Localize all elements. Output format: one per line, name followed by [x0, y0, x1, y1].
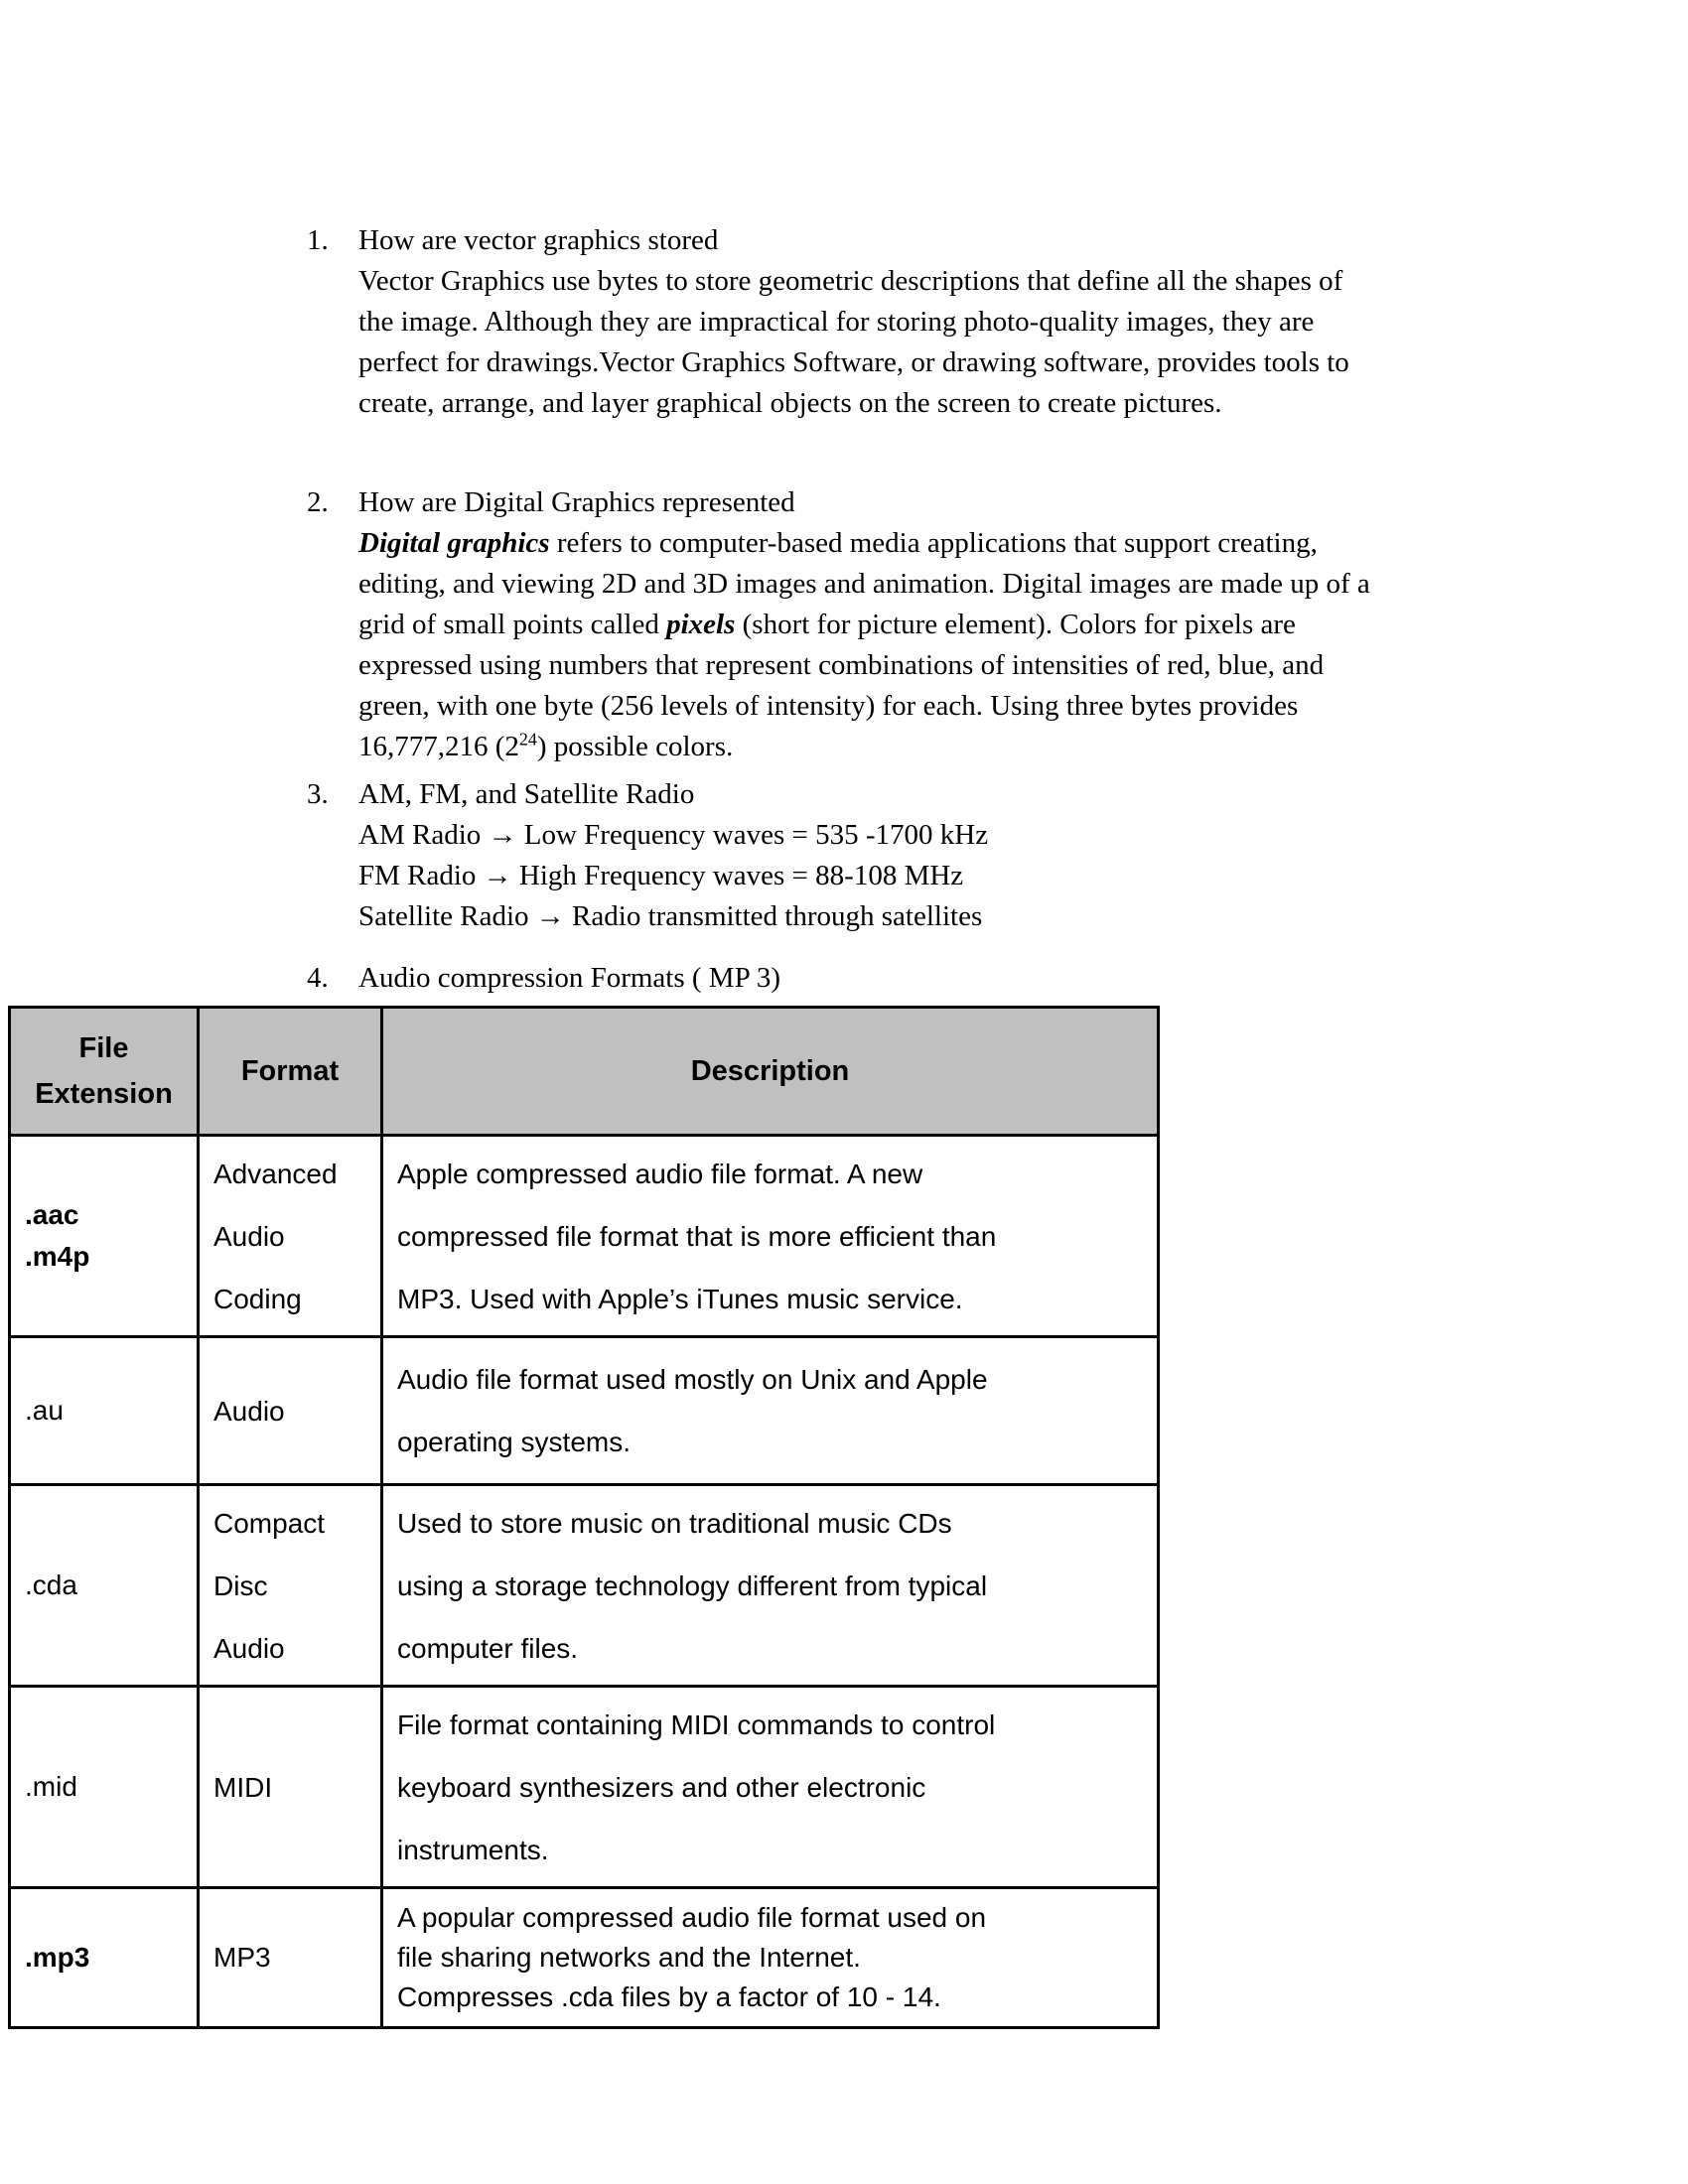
list-item-number: 3.	[307, 778, 329, 810]
list-item-digital-graphics	[307, 482, 1379, 767]
cell-format	[199, 1888, 382, 2028]
emphasis-digital-graphics: Digital graphics	[358, 527, 550, 559]
description-line: computer files.	[397, 1632, 579, 1664]
description-line: Used to store music on traditional music CDs	[397, 1507, 952, 1539]
description-line: using a storage technology different from typical	[397, 1570, 988, 1601]
description-line: Compresses .cda files by a factor of 10 - 14.	[397, 1981, 941, 2012]
list-item-number: 2.	[307, 486, 329, 518]
description-line: Audio file format used mostly on Unix and Apple	[397, 1364, 988, 1395]
audio-format-table	[8, 1006, 1160, 2029]
format-line: Advanced	[213, 1158, 338, 1189]
body-text-part-3: ) possible colors.	[536, 731, 734, 762]
cell-file-extension	[10, 1687, 199, 1888]
superscript-exponent: 24	[518, 729, 537, 750]
format-line: Audio	[213, 1220, 285, 1252]
description-line: File format containing MIDI commands to control	[397, 1708, 996, 1740]
radio-line-satellite: Satellite Radio → Radio transmitted through satellites	[358, 900, 983, 932]
radio-line-fm: FM Radio → High Frequency waves = 88-108 MHz	[358, 860, 964, 891]
format-line: Audio	[213, 1632, 285, 1664]
description-line: compressed file format that is more efficient than	[397, 1220, 997, 1252]
list-item-radio	[307, 774, 1359, 937]
cell-format	[199, 1136, 382, 1337]
column-header-file-extension	[10, 1008, 199, 1136]
cell-format	[199, 1687, 382, 1888]
cell-description	[382, 1337, 1159, 1485]
list-item-heading-row	[307, 482, 1379, 523]
table-body	[10, 1136, 1159, 2028]
extension-line: .cda	[25, 1570, 77, 1600]
description-line: Apple compressed audio file format. A new	[397, 1158, 923, 1189]
list-item-number: 1.	[307, 224, 329, 256]
column-header-file-line: File	[78, 1032, 129, 1064]
list-item-paragraph	[358, 523, 1381, 767]
list-item-heading: Audio compression Formats ( MP 3)	[358, 962, 781, 994]
list-item-body: Vector Graphics use bytes to store geometric descriptions that define all the shapes of the image. Although they are impractical for storing photo-quality images, they are perfect for drawings.Vector Graphics Software, or drawing software, provides tools to create, arrange, and layer graphical objects on the screen to create pictures.	[358, 265, 1349, 419]
description-line: file sharing networks and the Internet.	[397, 1942, 861, 1973]
list-item-heading-row	[307, 774, 1359, 815]
description-line: instruments.	[397, 1834, 549, 1865]
format-line: Disc	[213, 1570, 268, 1601]
body-text-part-2: (short for picture element). Colors for pixels are expressed using numbers that represent combinations of intensities of red, blue, and green, with one byte (256 levels of intensity) for each. Using three bytes provides 16,777,216 (2	[358, 609, 1325, 762]
table-header	[10, 1008, 1159, 1136]
table-header-row	[10, 1008, 1159, 1136]
cell-description	[382, 1888, 1159, 2028]
cell-format	[199, 1485, 382, 1687]
column-header-extension-line: Extension	[35, 1078, 173, 1110]
cell-file-extension	[10, 1888, 199, 2028]
format-line: Audio	[213, 1395, 285, 1427]
list-item-body	[358, 523, 1381, 767]
table-row	[10, 1337, 1159, 1485]
extension-line: .mid	[25, 1771, 77, 1802]
list-item-heading: AM, FM, and Satellite Radio	[358, 778, 695, 810]
format-line: Compact	[213, 1507, 326, 1539]
radio-line-am: AM Radio → Low Frequency waves = 535 -1700 kHz	[358, 819, 989, 851]
table-row	[10, 1888, 1159, 2028]
list-item-number: 4.	[307, 962, 329, 994]
cell-file-extension	[10, 1485, 199, 1687]
format-line: Coding	[213, 1283, 302, 1314]
list-item-heading: How are Digital Graphics represented	[358, 486, 795, 518]
description-line: MP3. Used with Apple’s iTunes music service.	[397, 1283, 963, 1314]
list-item-body	[358, 815, 1361, 937]
emphasis-pixels: pixels	[666, 609, 736, 640]
table-row	[10, 1485, 1159, 1687]
cell-file-extension	[10, 1136, 199, 1337]
cell-format	[199, 1337, 382, 1485]
list-item-heading-row	[307, 220, 1359, 261]
cell-description	[382, 1136, 1159, 1337]
column-header-description: Description	[382, 1008, 1159, 1136]
description-line: operating systems.	[397, 1427, 631, 1457]
list-item-heading: How are vector graphics stored	[358, 224, 719, 256]
extension-line: .mp3	[25, 1942, 90, 1973]
list-item-vector-graphics	[307, 220, 1359, 424]
list-item-audio-formats	[307, 958, 1359, 999]
table-row	[10, 1687, 1159, 1888]
cell-description	[382, 1687, 1159, 1888]
description-line: A popular compressed audio file format used on	[397, 1902, 987, 1933]
format-line: MP3	[213, 1942, 271, 1973]
table-row	[10, 1136, 1159, 1337]
extension-line: .au	[25, 1395, 64, 1426]
column-header-format: Format	[199, 1008, 382, 1136]
description-line: keyboard synthesizers and other electronic	[397, 1771, 926, 1803]
body-text-part-1: refers to computer-based media applications that support creating, editing, and viewing 2D and 3D images and animation. Digital images are made up of a grid of small points called	[358, 527, 1370, 640]
list-item-heading-row	[307, 958, 1359, 999]
extension-line: .m4p	[25, 1241, 90, 1272]
extension-line: .aac	[25, 1199, 79, 1230]
format-line: MIDI	[213, 1771, 273, 1803]
cell-description	[382, 1485, 1159, 1687]
cell-file-extension	[10, 1337, 199, 1485]
